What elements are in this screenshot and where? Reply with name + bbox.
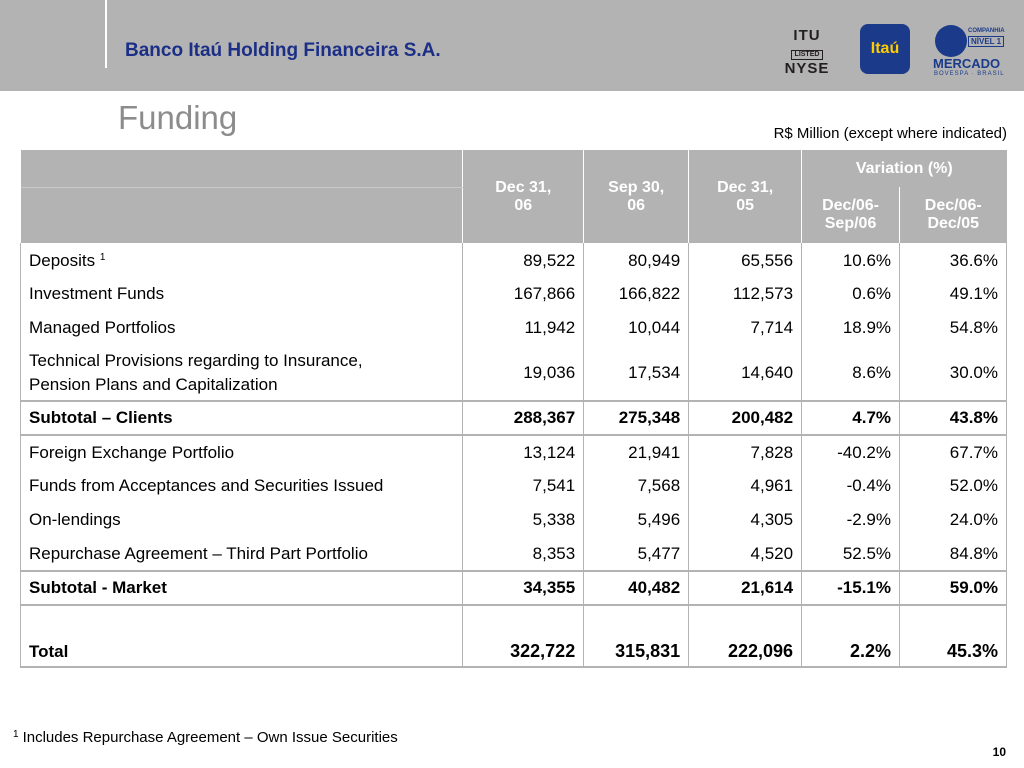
cell-var-sep: 0.6% [802,277,900,311]
cell-var-sep: -0.4% [802,469,900,503]
col-header-sep06-line1: Sep 30, [608,178,665,196]
col-header-variation-group: Variation (%) [802,150,1007,187]
table-row [21,345,1007,401]
row-label: Repurchase Agreement – Third Part Portfolio [21,537,463,571]
col-header-dec05-line1: Dec 31, [717,178,774,196]
cell-dec05: 200,482 [689,401,802,435]
col-header-dec06-line2: 06 [514,196,533,214]
row-label: Managed Portfolios [21,311,463,345]
row-label: Investment Funds [21,277,463,311]
cell-var-dec: 52.0% [900,469,1007,503]
cell-sep06: 166,822 [584,277,689,311]
nyse-logo-exchange: NYSE [784,60,830,77]
cell-sep06: 275,348 [584,401,689,435]
cell-var-dec: 24.0% [900,503,1007,537]
subtotal-row [21,571,1007,605]
col-header-sep06 [584,150,689,243]
footnote [13,729,398,746]
table-row [21,243,1007,277]
cell-sep06: 7,568 [584,469,689,503]
cell-var-sep: 8.6% [802,345,900,401]
cell-var-sep: 10.6% [802,243,900,277]
nyse-logo-ticker: ITU [793,27,821,44]
footnote-mark: 1 [99,252,106,263]
col-header-var-dec [900,187,1007,243]
company-name: Banco Itaú Holding Financeira S.A. [125,40,441,61]
cell-var-dec: 30.0% [900,345,1007,401]
row-label: Subtotal – Clients [21,401,463,435]
cell-var-sep: -2.9% [802,503,900,537]
col-header-dec06 [463,150,584,243]
row-label: Subtotal - Market [21,571,463,605]
cell-var-sep: -15.1% [802,571,900,605]
cell-dec05: 7,714 [689,311,802,345]
cell-dec05: 222,096 [689,605,802,667]
cell-dec06: 13,124 [463,435,584,469]
row-label: On-lendings [21,503,463,537]
cell-dec06: 8,353 [463,537,584,571]
cell-dec06: 19,036 [463,345,584,401]
cell-sep06: 80,949 [584,243,689,277]
footnote-text: Includes Repurchase Agreement – Own Issue Securities [22,729,398,746]
cell-var-dec: 43.8% [900,401,1007,435]
page-title: Funding [118,99,238,136]
cell-sep06: 40,482 [584,571,689,605]
table-header-row [21,150,1007,187]
mercado-logo-mercado: MERCADO [933,56,1001,71]
col-header-dec05-line2: 05 [736,196,755,214]
funding-table [20,150,1007,668]
cell-dec05: 21,614 [689,571,802,605]
globe-icon [935,25,967,57]
cell-var-dec: 67.7% [900,435,1007,469]
cell-dec06: 5,338 [463,503,584,537]
cell-dec06: 322,722 [463,605,584,667]
mercado-logo-companhia: COMPANHIA [968,28,1005,34]
cell-sep06: 315,831 [584,605,689,667]
header-blank-cell [21,150,463,187]
cell-dec05: 4,961 [689,469,802,503]
header-divider [105,0,107,68]
cell-var-sep: 52.5% [802,537,900,571]
cell-sep06: 5,496 [584,503,689,537]
row-label-line2: Pension Plans and Capitalization [29,374,278,394]
cell-dec05: 14,640 [689,345,802,401]
table-row [21,311,1007,345]
cell-var-sep: 18.9% [802,311,900,345]
cell-dec06: 89,522 [463,243,584,277]
table-row [21,435,1007,469]
cell-var-dec: 45.3% [900,605,1007,667]
col-header-var-sep [802,187,900,243]
cell-dec06: 11,942 [463,311,584,345]
col-header-var-sep-line2: Sep/06 [824,215,877,232]
cell-var-dec: 36.6% [900,243,1007,277]
cell-dec06: 167,866 [463,277,584,311]
bovespa-nivel1-logo [931,25,1007,79]
cell-dec05: 7,828 [689,435,802,469]
mercado-logo-nivel: NÍVEL 1 [968,36,1004,47]
cell-dec06: 34,355 [463,571,584,605]
row-label-text: Deposits [29,251,96,270]
row-label: Total [21,605,463,667]
row-label [21,243,463,277]
col-header-dec05 [689,150,802,243]
nyse-listed-logo [783,27,831,77]
itau-logo [860,24,910,74]
nyse-logo-listed: LISTED [791,50,824,60]
cell-dec05: 112,573 [689,277,802,311]
mercado-logo-bovespa: BOVESPA · BRASIL [934,71,1005,77]
col-header-var-dec-line2: Dec/05 [927,215,980,232]
unit-note: R$ Million (except where indicated) [773,125,1007,142]
cell-sep06: 17,534 [584,345,689,401]
cell-sep06: 5,477 [584,537,689,571]
row-label: Funds from Acceptances and Securities Issued [21,469,463,503]
table-row [21,503,1007,537]
table-row [21,469,1007,503]
row-label-line1: Technical Provisions regarding to Insurance, [29,350,363,370]
table-row [21,537,1007,571]
subtotal-row [21,401,1007,435]
cell-var-sep: 4.7% [802,401,900,435]
col-header-dec06-line1: Dec 31, [495,178,552,196]
cell-sep06: 21,941 [584,435,689,469]
cell-dec06: 288,367 [463,401,584,435]
itau-logo-text: Itaú [870,40,900,57]
cell-dec06: 7,541 [463,469,584,503]
cell-var-dec: 54.8% [900,311,1007,345]
cell-var-dec: 84.8% [900,537,1007,571]
page-number: 10 [992,745,1006,759]
header-blank-cell [21,187,463,243]
table-row [21,277,1007,311]
cell-dec05: 65,556 [689,243,802,277]
col-header-sep06-line2: 06 [627,196,646,214]
cell-var-dec: 59.0% [900,571,1007,605]
col-header-var-sep-line1: Dec/06- [822,197,879,214]
cell-dec05: 4,520 [689,537,802,571]
cell-sep06: 10,044 [584,311,689,345]
footnote-mark: 1 [13,729,19,740]
total-row [21,605,1007,667]
cell-var-dec: 49.1% [900,277,1007,311]
row-label: Foreign Exchange Portfolio [21,435,463,469]
cell-dec05: 4,305 [689,503,802,537]
cell-var-sep: 2.2% [802,605,900,667]
cell-var-sep: -40.2% [802,435,900,469]
row-label [21,345,463,401]
col-header-var-dec-line1: Dec/06- [924,197,982,214]
